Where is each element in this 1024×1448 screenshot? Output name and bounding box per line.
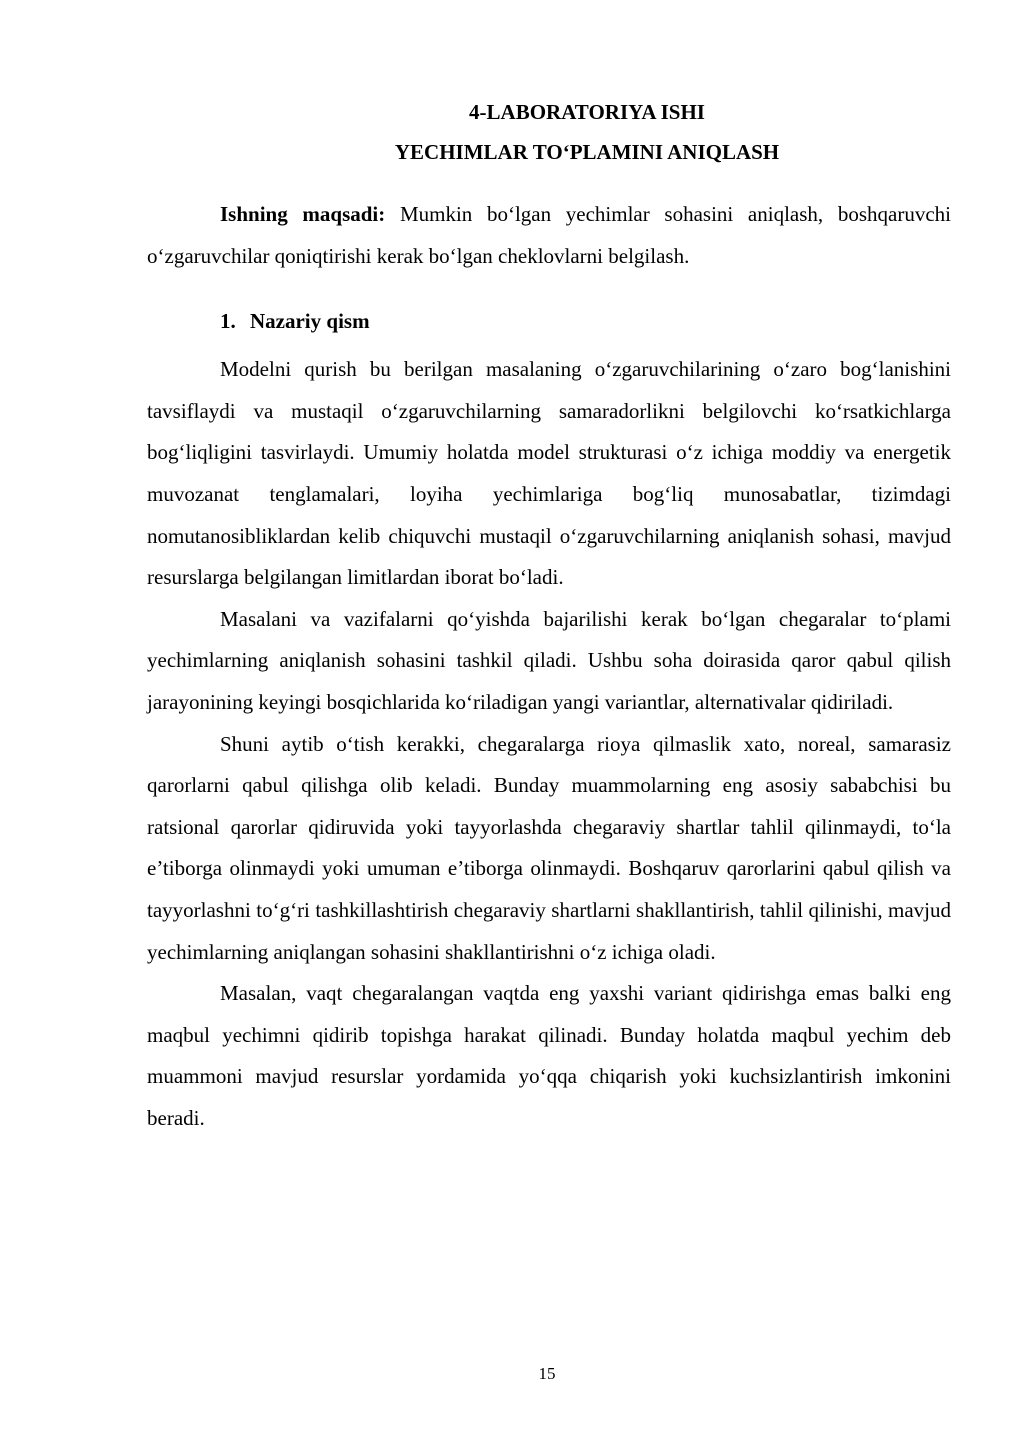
goal-label: Ishning maqsadi: <box>220 202 386 226</box>
goal-text: Mumkin bo‘lgan yechimlar sohasini aniqlash, boshqaruvchi o‘zgaruvchilar qoniqtirishi kerak bo‘lgan cheklovlarni belgilash. <box>147 202 951 268</box>
goal-paragraph <box>147 194 951 277</box>
body-paragraph: Masalani va vazifalarni qo‘yishda bajarilishi kerak bo‘lgan chegaralar to‘plami yechimlarning aniqlanish sohasini tashkil qiladi. Ushbu soha doirasida qaror qabul qilish jarayonining keyingi bosqichlarida ko‘riladigan yangi variantlar, alternativalar qidiriladi. <box>147 606 951 714</box>
body-paragraph: Masalan, vaqt chegaralangan vaqtda eng yaxshi variant qidirishga emas balki eng maqbul yechimni qidirib topishga harakat qilinadi. Bunday holatda maqbul yechim deb muammoni mavjud resurslar yordamida yo‘qqa chiqarish yoki kuchsizlantirish imkonini beradi. <box>147 981 951 1130</box>
document-page <box>147 92 951 1139</box>
page-number: 15 <box>538 1364 556 1383</box>
section-heading <box>220 301 951 341</box>
section-title: Nazariy qism <box>250 309 370 334</box>
body-paragraph: Shuni aytib o‘tish kerakki, chegaralarga rioya qilmaslik xato, noreal, samarasiz qarorlarni qabul qilishga olib keladi. Bunday muammolarning eng asosiy sababchisi bu ratsional qarorlar qidiruvida yoki tayyorlashda chegaraviy shartlar tahlil qilinmaydi, to‘la e’tiborga olinmaydi yoki umuman e’tiborga olinmaydi. Boshqaruv qarorlarini qabul qilish va tayyorlashni to‘g‘ri tashkillashtirish chegaraviy shartlarni shakllantirish, tahlil qilinishi, mavjud yechimlarning aniqlangan sohasini shakllantirishni o‘z ichiga oladi. <box>147 731 951 964</box>
section-number: 1. <box>220 309 236 334</box>
lab-title: 4-LABORATORIYA ISHI <box>469 100 705 124</box>
lab-subtitle: YECHIMLAR TO‘PLAMINI ANIQLASH <box>394 140 780 164</box>
body-paragraph: Modelni qurish bu berilgan masalaning o‘zgaruvchilarining o‘zaro bog‘lanishini tavsiflaydi va mustaqil o‘zgaruvchilarning samaradorlikni belgilovchi ko‘rsatkichlarga bog‘liqligini tasvirlaydi. Umumiy holatda model strukturasi o‘z ichiga moddiy va energetik muvozanat tenglamalari, loyiha yechimlariga bog‘liq munosabatlar, tizimdagi nomutanosibliklardan kelib chiquvchi mustaqil o‘zgaruvchilarning aniqlanish sohasi, mavjud resurslarga belgilangan limitlardan iborat bo‘ladi. <box>147 357 951 590</box>
